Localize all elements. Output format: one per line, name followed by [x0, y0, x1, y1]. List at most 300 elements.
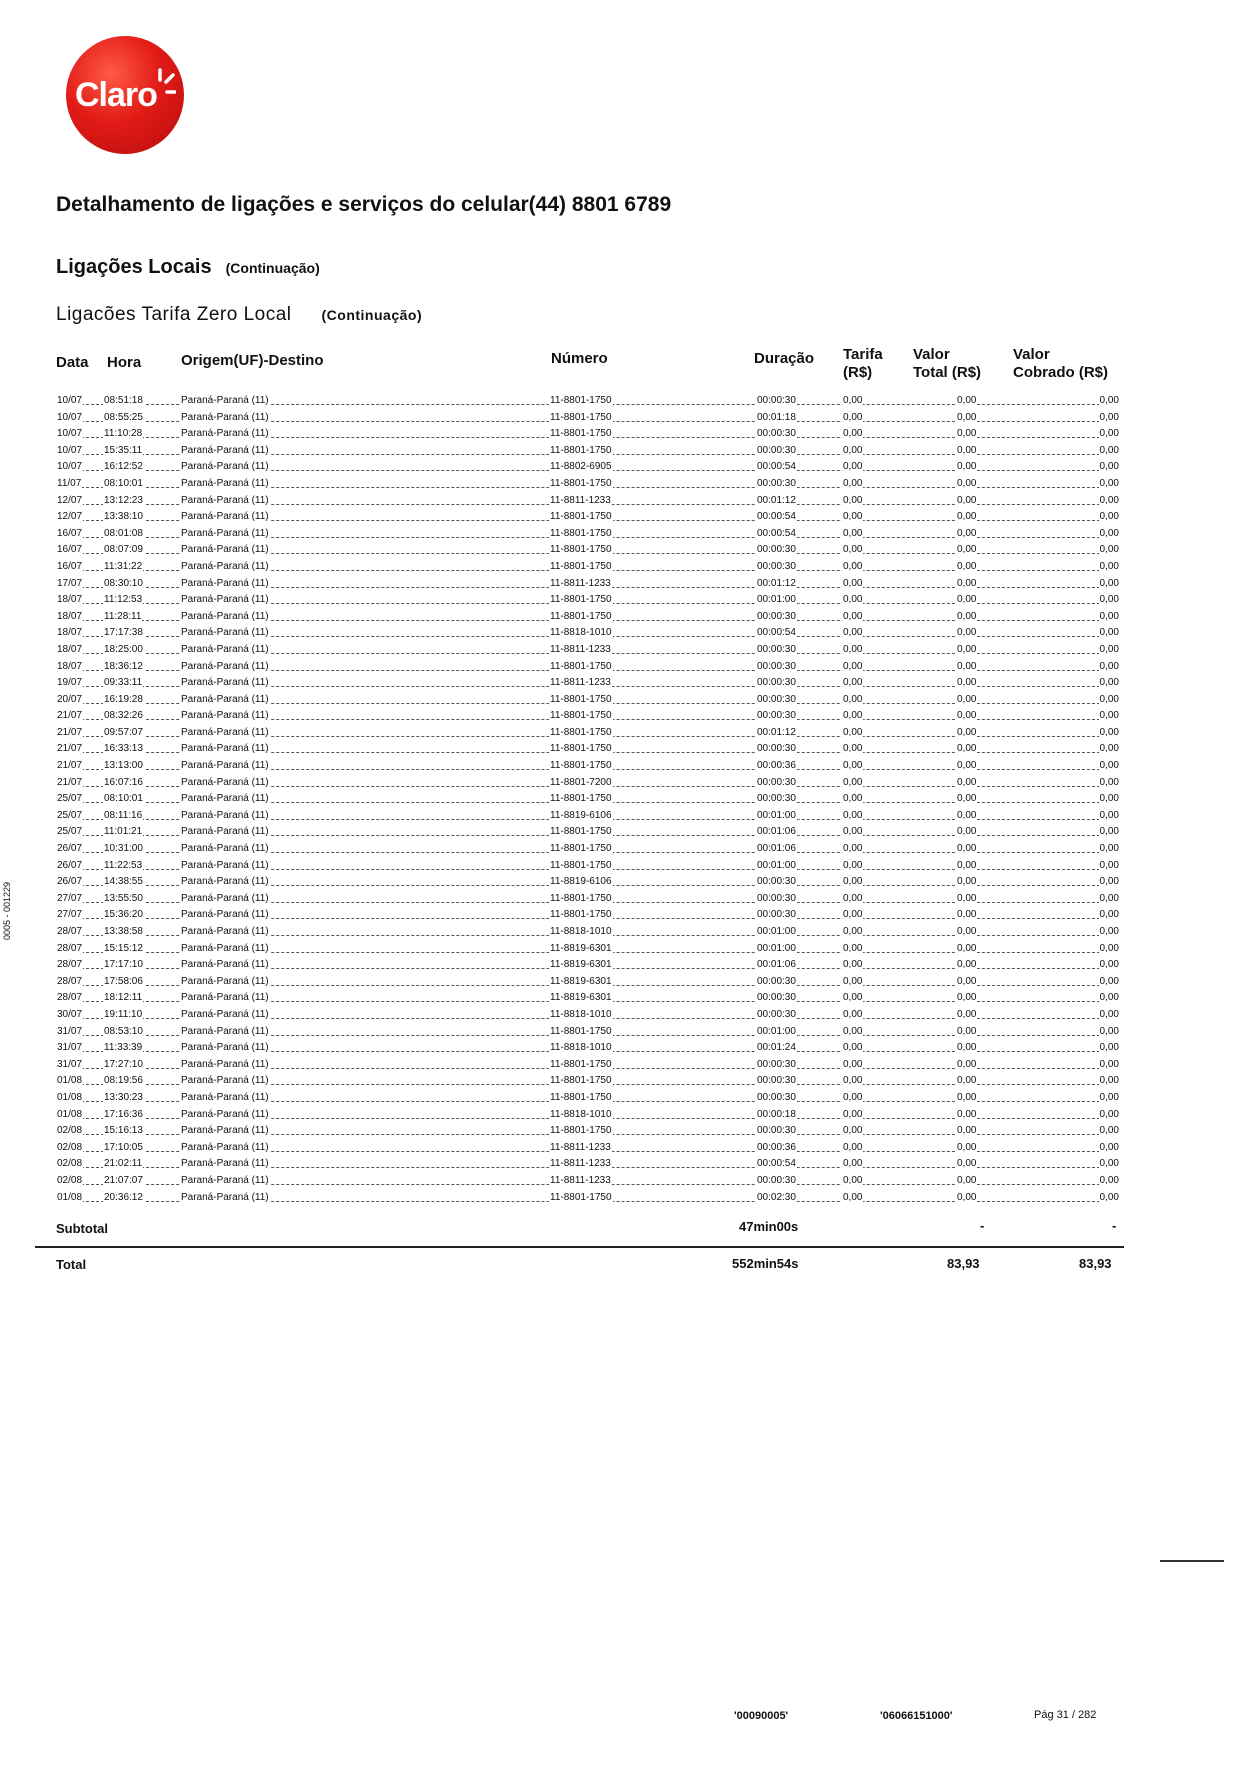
row-charged-value: 0,00 — [1099, 1025, 1119, 1037]
row-time: 15:35:11 — [104, 444, 143, 456]
row-number: 11-8801-1750 — [550, 743, 612, 755]
row-rate: 0,00 — [843, 843, 863, 855]
total-duration: 552min54s — [732, 1256, 799, 1271]
table-row — [56, 642, 1120, 659]
row-time: 15:36:20 — [104, 909, 143, 921]
row-number: 11-8819-6301 — [550, 959, 612, 971]
col-header-data: Data — [56, 354, 89, 371]
table-row — [56, 1190, 1120, 1207]
row-origin: Paraná-Paraná (11) — [181, 627, 269, 639]
row-charged-value: 0,00 — [1099, 1058, 1119, 1070]
table-row — [56, 659, 1120, 676]
row-total-value: 0,00 — [957, 461, 977, 473]
row-number: 11-8819-6301 — [550, 992, 612, 1004]
row-rate: 0,00 — [843, 726, 863, 738]
row-charged-value: 0,00 — [1099, 677, 1119, 689]
row-duration: 00:00:30 — [757, 743, 796, 755]
row-time: 13:55:50 — [104, 892, 143, 904]
row-rate: 0,00 — [843, 411, 863, 423]
row-time: 17:58:06 — [104, 975, 143, 987]
row-rate: 0,00 — [843, 677, 863, 689]
row-time: 13:38:10 — [104, 511, 143, 523]
row-charged-value: 0,00 — [1099, 743, 1119, 755]
row-time: 08:51:18 — [104, 395, 143, 406]
row-total-value: 0,00 — [957, 660, 977, 672]
row-time: 13:30:23 — [104, 1091, 143, 1103]
row-number: 11-8801-1750 — [550, 660, 612, 672]
row-rate: 0,00 — [843, 461, 863, 473]
table-row — [56, 609, 1120, 626]
table-row — [56, 941, 1120, 958]
row-charged-value: 0,00 — [1099, 909, 1119, 921]
col-header-valor-cobrado-line2: Cobrado (R$) — [1013, 364, 1108, 381]
row-time: 11:33:39 — [104, 1042, 143, 1054]
subtotal-duration: 47min00s — [739, 1219, 799, 1234]
row-number: 11-8801-1750 — [550, 527, 612, 539]
row-duration: 00:00:30 — [757, 710, 796, 722]
row-rate: 0,00 — [843, 892, 863, 904]
row-duration: 00:00:36 — [757, 760, 796, 772]
row-date: 16/07 — [57, 527, 83, 539]
row-total-value: 0,00 — [957, 959, 977, 971]
row-charged-value: 0,00 — [1099, 1125, 1119, 1137]
row-number: 11-8811-1233 — [550, 577, 611, 589]
row-number: 11-8818-1010 — [550, 1008, 612, 1020]
row-time: 13:12:23 — [104, 494, 143, 506]
logo-text: Claro — [75, 76, 157, 114]
row-rate: 0,00 — [843, 560, 863, 572]
row-date: 10/07 — [57, 461, 83, 473]
row-origin: Paraná-Paraná (11) — [181, 461, 269, 473]
row-charged-value: 0,00 — [1099, 942, 1119, 954]
row-duration: 00:00:30 — [757, 793, 796, 805]
row-total-value: 0,00 — [957, 677, 977, 689]
row-time: 20:36:12 — [104, 1191, 143, 1203]
row-duration: 00:00:30 — [757, 876, 796, 888]
row-number: 11-8811-1233 — [550, 1141, 611, 1153]
row-duration: 00:00:30 — [757, 975, 796, 987]
row-charged-value: 0,00 — [1099, 461, 1119, 473]
col-header-tarifa-line1: Tarifa — [843, 346, 883, 363]
row-rate: 0,00 — [843, 776, 863, 788]
row-number: 11-8801-1750 — [550, 1125, 612, 1137]
row-date: 18/07 — [57, 610, 83, 622]
row-duration: 00:00:18 — [757, 1108, 796, 1120]
row-date: 25/07 — [57, 826, 83, 838]
row-rate: 0,00 — [843, 693, 863, 705]
row-origin: Paraná-Paraná (11) — [181, 992, 269, 1004]
col-header-hora: Hora — [107, 354, 142, 371]
row-rate: 0,00 — [843, 444, 863, 456]
row-charged-value: 0,00 — [1099, 693, 1119, 705]
row-duration: 00:01:06 — [757, 959, 796, 971]
row-time: 17:17:38 — [104, 627, 143, 639]
table-row — [56, 426, 1120, 443]
row-charged-value: 0,00 — [1099, 577, 1119, 589]
claro-logo — [66, 36, 184, 154]
row-time: 13:38:58 — [104, 926, 143, 937]
row-origin: Paraná-Paraná (11) — [181, 511, 269, 523]
row-total-value: 0,00 — [957, 843, 977, 855]
table-row — [56, 858, 1120, 875]
row-date: 28/07 — [57, 926, 83, 937]
row-total-value: 0,00 — [957, 760, 977, 772]
table-row — [56, 443, 1120, 460]
table-row — [56, 957, 1120, 974]
row-number: 11-8818-1010 — [550, 1042, 612, 1054]
row-time: 17:17:10 — [104, 959, 143, 971]
row-rate: 0,00 — [843, 494, 863, 506]
row-date: 10/07 — [57, 444, 83, 456]
row-charged-value: 0,00 — [1099, 843, 1119, 855]
row-charged-value: 0,00 — [1099, 627, 1119, 639]
row-rate: 0,00 — [843, 428, 863, 440]
row-rate: 0,00 — [843, 577, 863, 589]
table-row — [56, 758, 1120, 775]
row-total-value: 0,00 — [957, 975, 977, 987]
table-row — [56, 576, 1120, 593]
table-row — [56, 791, 1120, 808]
row-origin: Paraná-Paraná (11) — [181, 1174, 269, 1186]
row-time: 18:36:12 — [104, 660, 143, 672]
row-date: 26/07 — [57, 876, 83, 888]
row-time: 18:12:11 — [104, 992, 143, 1004]
row-origin: Paraná-Paraná (11) — [181, 793, 269, 805]
row-duration: 00:01:00 — [757, 859, 796, 871]
row-time: 14:38:55 — [104, 876, 143, 888]
row-origin: Paraná-Paraná (11) — [181, 560, 269, 572]
row-number: 11-8801-1750 — [550, 560, 612, 572]
table-row — [56, 708, 1120, 725]
row-time: 18:25:00 — [104, 643, 143, 655]
page-number: Pág 31 / 282 — [1034, 1709, 1097, 1721]
row-date: 02/08 — [57, 1125, 83, 1137]
row-time: 10:31:00 — [104, 843, 143, 855]
row-number: 11-8802-6905 — [550, 461, 612, 473]
row-origin: Paraná-Paraná (11) — [181, 1075, 269, 1087]
row-total-value: 0,00 — [957, 1042, 977, 1054]
row-date: 21/07 — [57, 710, 83, 722]
row-origin: Paraná-Paraná (11) — [181, 643, 269, 655]
table-row — [56, 559, 1120, 576]
table-row — [56, 476, 1120, 493]
row-total-value: 0,00 — [957, 942, 977, 954]
row-total-value: 0,00 — [957, 527, 977, 539]
row-duration: 00:01:12 — [757, 726, 796, 738]
row-number: 11-8811-1233 — [550, 677, 611, 689]
row-date: 19/07 — [57, 677, 83, 689]
row-charged-value: 0,00 — [1099, 477, 1119, 489]
row-number: 11-8801-1750 — [550, 511, 612, 523]
row-time: 08:30:10 — [104, 577, 143, 589]
subtotal-valor-total: - — [980, 1218, 985, 1233]
margin-mark — [1160, 1560, 1224, 1562]
row-origin: Paraná-Paraná (11) — [181, 843, 269, 855]
row-number: 11-8801-1750 — [550, 1091, 612, 1103]
row-rate: 0,00 — [843, 760, 863, 772]
row-date: 02/08 — [57, 1174, 83, 1186]
row-rate: 0,00 — [843, 926, 863, 937]
row-total-value: 0,00 — [957, 826, 977, 838]
row-date: 31/07 — [57, 1025, 83, 1037]
row-time: 08:10:01 — [104, 793, 143, 805]
row-duration: 00:00:30 — [757, 610, 796, 622]
row-origin: Paraná-Paraná (11) — [181, 610, 269, 622]
row-duration: 00:00:30 — [757, 660, 796, 672]
row-time: 08:32:26 — [104, 710, 143, 722]
row-total-value: 0,00 — [957, 809, 977, 821]
row-date: 11/07 — [57, 477, 82, 489]
row-charged-value: 0,00 — [1099, 1075, 1119, 1087]
row-origin: Paraná-Paraná (11) — [181, 959, 269, 971]
row-charged-value: 0,00 — [1099, 926, 1119, 937]
table-row — [56, 526, 1120, 543]
row-date: 27/07 — [57, 892, 83, 904]
row-charged-value: 0,00 — [1099, 776, 1119, 788]
row-charged-value: 0,00 — [1099, 560, 1119, 572]
row-origin: Paraná-Paraná (11) — [181, 677, 269, 689]
row-duration: 00:00:30 — [757, 395, 796, 406]
table-row — [56, 1156, 1120, 1173]
footer-id-1: '00090005' — [734, 1710, 789, 1722]
row-origin: Paraná-Paraná (11) — [181, 760, 269, 772]
row-number: 11-8801-1750 — [550, 892, 612, 904]
section-note: (Continuação) — [225, 260, 320, 276]
side-code: 0005 - 001229 — [2, 881, 12, 940]
row-date: 10/07 — [57, 395, 83, 406]
row-total-value: 0,00 — [957, 610, 977, 622]
row-duration: 00:00:54 — [757, 527, 796, 539]
row-number: 11-8801-1750 — [550, 411, 612, 423]
row-origin: Paraná-Paraná (11) — [181, 527, 269, 539]
row-number: 11-8801-1750 — [550, 428, 612, 440]
row-date: 20/07 — [57, 693, 83, 705]
row-origin: Paraná-Paraná (11) — [181, 892, 269, 904]
row-rate: 0,00 — [843, 594, 863, 606]
row-total-value: 0,00 — [957, 627, 977, 639]
row-charged-value: 0,00 — [1099, 726, 1119, 738]
table-row — [56, 625, 1120, 642]
row-charged-value: 0,00 — [1099, 544, 1119, 556]
row-time: 16:19:28 — [104, 693, 143, 705]
row-charged-value: 0,00 — [1099, 1091, 1119, 1103]
row-date: 21/07 — [57, 743, 83, 755]
table-row — [56, 974, 1120, 991]
row-number: 11-8819-6301 — [550, 942, 612, 954]
row-origin: Paraná-Paraná (11) — [181, 1158, 269, 1170]
row-time: 09:33:11 — [104, 677, 143, 689]
row-time: 17:10:05 — [104, 1141, 143, 1153]
table-row — [56, 393, 1120, 410]
row-time: 21:07:07 — [104, 1174, 143, 1186]
table-row — [56, 1024, 1120, 1041]
row-total-value: 0,00 — [957, 793, 977, 805]
row-time: 11:12:53 — [104, 594, 143, 606]
row-duration: 00:00:30 — [757, 693, 796, 705]
row-number: 11-8801-1750 — [550, 760, 612, 772]
col-header-valor-total — [913, 346, 981, 382]
row-time: 11:28:11 — [104, 610, 142, 622]
row-total-value: 0,00 — [957, 892, 977, 904]
row-charged-value: 0,00 — [1099, 395, 1119, 406]
table-row — [56, 725, 1120, 742]
row-rate: 0,00 — [843, 1075, 863, 1087]
row-date: 21/07 — [57, 760, 83, 772]
row-time: 13:13:00 — [104, 760, 143, 772]
row-total-value: 0,00 — [957, 693, 977, 705]
row-origin: Paraná-Paraná (11) — [181, 660, 269, 672]
row-time: 15:15:12 — [104, 942, 143, 954]
total-valor-total: 83,93 — [947, 1256, 980, 1271]
row-number: 11-8801-1750 — [550, 1191, 612, 1203]
row-charged-value: 0,00 — [1099, 1191, 1119, 1203]
row-number: 11-8811-1233 — [550, 1174, 611, 1186]
row-total-value: 0,00 — [957, 560, 977, 572]
row-number: 11-8818-1010 — [550, 627, 612, 639]
row-origin: Paraná-Paraná (11) — [181, 710, 269, 722]
total-divider — [35, 1246, 1124, 1248]
total-valor-cobrado: 83,93 — [1079, 1256, 1112, 1271]
row-charged-value: 0,00 — [1099, 975, 1119, 987]
row-origin: Paraná-Paraná (11) — [181, 826, 269, 838]
subtotal-label: Subtotal — [56, 1221, 108, 1236]
row-charged-value: 0,00 — [1099, 494, 1119, 506]
row-time: 17:16:36 — [104, 1108, 143, 1120]
row-rate: 0,00 — [843, 527, 863, 539]
row-duration: 00:01:00 — [757, 1025, 796, 1037]
row-rate: 0,00 — [843, 809, 863, 821]
row-date: 16/07 — [57, 544, 83, 556]
col-header-valor-cobrado — [1013, 346, 1108, 382]
table-row — [56, 808, 1120, 825]
row-time: 21:02:11 — [104, 1158, 143, 1170]
row-duration: 00:00:30 — [757, 560, 796, 572]
row-date: 28/07 — [57, 992, 83, 1004]
row-time: 17:27:10 — [104, 1058, 143, 1070]
row-date: 25/07 — [57, 809, 83, 821]
table-row — [56, 493, 1120, 510]
row-date: 12/07 — [57, 511, 83, 523]
row-date: 10/07 — [57, 428, 83, 440]
row-number: 11-8801-1750 — [550, 1058, 612, 1070]
row-time: 19:11:10 — [104, 1008, 143, 1020]
row-duration: 00:00:30 — [757, 477, 796, 489]
row-total-value: 0,00 — [957, 1025, 977, 1037]
row-date: 16/07 — [57, 560, 83, 572]
row-duration: 00:02:30 — [757, 1191, 796, 1203]
row-charged-value: 0,00 — [1099, 809, 1119, 821]
row-rate: 0,00 — [843, 710, 863, 722]
row-total-value: 0,00 — [957, 395, 977, 406]
table-row — [56, 775, 1120, 792]
row-rate: 0,00 — [843, 1141, 863, 1153]
row-charged-value: 0,00 — [1099, 1042, 1119, 1054]
row-charged-value: 0,00 — [1099, 610, 1119, 622]
row-duration: 00:01:00 — [757, 926, 796, 937]
row-origin: Paraná-Paraná (11) — [181, 743, 269, 755]
row-rate: 0,00 — [843, 1008, 863, 1020]
row-total-value: 0,00 — [957, 1174, 977, 1186]
row-time: 08:01:08 — [104, 527, 143, 539]
row-origin: Paraná-Paraná (11) — [181, 809, 269, 821]
row-date: 12/07 — [57, 494, 83, 506]
row-date: 01/08 — [57, 1075, 83, 1087]
row-number: 11-8801-1750 — [550, 444, 612, 456]
row-time: 11:10:28 — [104, 428, 143, 440]
row-date: 01/08 — [57, 1108, 83, 1120]
row-origin: Paraná-Paraná (11) — [181, 1091, 269, 1103]
row-duration: 00:00:54 — [757, 511, 796, 523]
row-number: 11-8811-1233 — [550, 494, 611, 506]
row-duration: 00:00:54 — [757, 1158, 796, 1170]
row-duration: 00:00:30 — [757, 1008, 796, 1020]
row-date: 28/07 — [57, 975, 83, 987]
row-number: 11-8801-1750 — [550, 793, 612, 805]
row-duration: 00:00:30 — [757, 428, 796, 440]
row-rate: 0,00 — [843, 610, 863, 622]
row-number: 11-8801-1750 — [550, 726, 612, 738]
row-origin: Paraná-Paraná (11) — [181, 477, 269, 489]
row-date: 02/08 — [57, 1141, 83, 1153]
row-time: 08:11:16 — [104, 809, 143, 821]
row-rate: 0,00 — [843, 544, 863, 556]
row-duration: 00:00:30 — [757, 1058, 796, 1070]
row-number: 11-8819-6301 — [550, 975, 612, 987]
row-time: 08:07:09 — [104, 544, 143, 556]
table-row — [56, 741, 1120, 758]
col-header-valor-total-line1: Valor — [913, 346, 950, 363]
row-rate: 0,00 — [843, 643, 863, 655]
col-header-valor-cobrado-line1: Valor — [1013, 346, 1050, 363]
row-charged-value: 0,00 — [1099, 1008, 1119, 1020]
row-date: 21/07 — [57, 726, 83, 738]
row-rate: 0,00 — [843, 1158, 863, 1170]
row-time: 09:57:07 — [104, 726, 143, 738]
col-header-valor-total-line2: Total (R$) — [913, 364, 982, 381]
table-row — [56, 1107, 1120, 1124]
row-time: 08:53:10 — [104, 1025, 143, 1037]
row-origin: Paraná-Paraná (11) — [181, 1141, 269, 1153]
row-number: 11-8801-1750 — [550, 710, 612, 722]
row-origin: Paraná-Paraná (11) — [181, 411, 269, 423]
row-number: 11-8801-1750 — [550, 909, 612, 921]
table-row — [56, 692, 1120, 709]
col-header-numero: Número — [551, 350, 608, 367]
row-charged-value: 0,00 — [1099, 411, 1119, 423]
row-charged-value: 0,00 — [1099, 428, 1119, 440]
logo-signal-icon — [152, 66, 176, 106]
row-origin: Paraná-Paraná (11) — [181, 1008, 269, 1020]
row-charged-value: 0,00 — [1099, 892, 1119, 904]
row-origin: Paraná-Paraná (11) — [181, 1108, 269, 1120]
row-number: 11-8801-1750 — [550, 544, 612, 556]
row-date: 02/08 — [57, 1158, 83, 1170]
section-title — [56, 256, 320, 279]
row-origin: Paraná-Paraná (11) — [181, 577, 269, 589]
row-duration: 00:01:12 — [757, 577, 796, 589]
row-number: 11-8801-1750 — [550, 1025, 612, 1037]
row-date: 01/08 — [57, 1091, 83, 1103]
row-charged-value: 0,00 — [1099, 1108, 1119, 1120]
row-rate: 0,00 — [843, 959, 863, 971]
section-label: Ligações Locais — [56, 256, 212, 278]
row-rate: 0,00 — [843, 395, 863, 406]
row-rate: 0,00 — [843, 1042, 863, 1054]
row-time: 08:55:25 — [104, 411, 143, 423]
row-duration: 00:00:54 — [757, 627, 796, 639]
col-header-origem: Origem(UF)-Destino — [181, 352, 324, 369]
row-date: 30/07 — [57, 1008, 83, 1020]
